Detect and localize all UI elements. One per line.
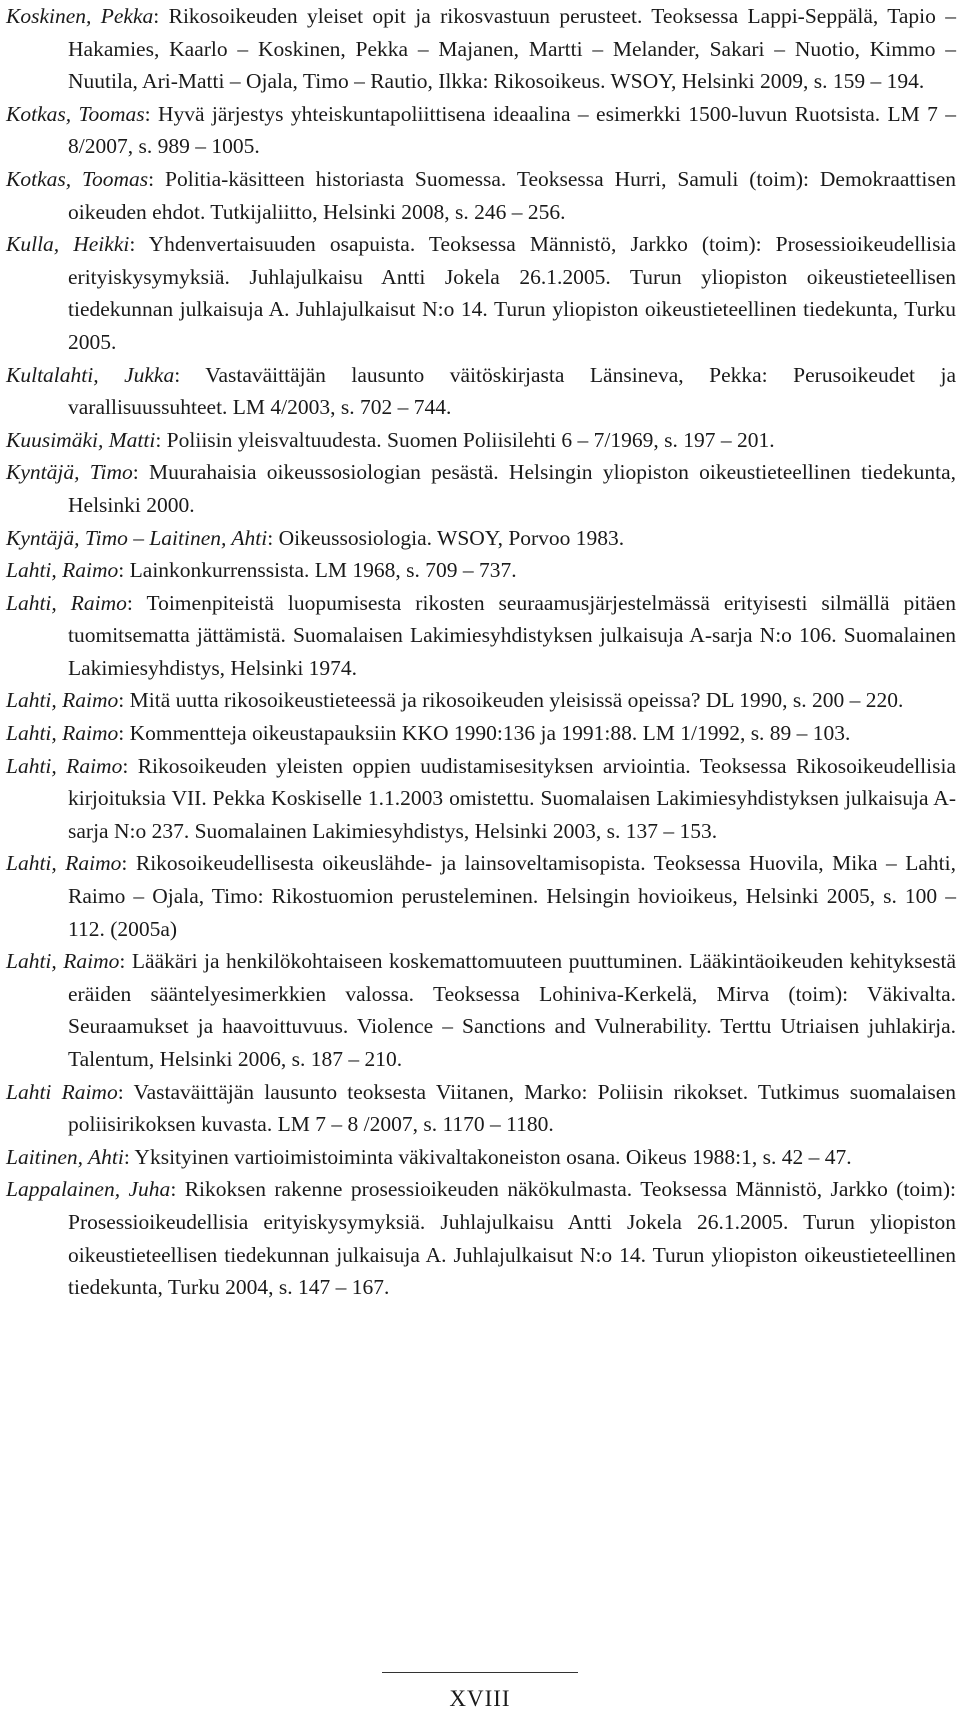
reference-author: Kotkas, Toomas [6, 166, 149, 191]
reference-entry [6, 1076, 956, 1141]
reference-author: Kotkas, Toomas [6, 101, 145, 126]
reference-author: Lahti Raimo [6, 1079, 118, 1104]
reference-author: Kyntäjä, Timo [6, 460, 133, 485]
reference-text: : Vastaväittäjän lausunto teoksesta Viitanen, Marko: Poliisin rikokset. Tutkimus suomalaisen poliisirikoksen kuvasta. LM 7 – 8 /2007, s. 1170 – 1180. [68, 1079, 957, 1137]
reference-author: Lahti, Raimo [6, 558, 119, 583]
reference-text: : Rikosoikeuden yleiset opit ja rikosvastuun perusteet. Teoksessa Lappi-Seppälä, Tapio – Hakamies, Kaarlo – Koskinen, Pekka – Majanen, Martti – Melander, Sakari – Nuotio, Kimmo – Nuutila, Ari-Matti – Ojala, Timo – Rautio, Ilkka: Rikosoikeus. WSOY, Helsinki 2009, s. 159 – 194. [68, 4, 956, 94]
reference-author: Kuusimäki, Matti [6, 427, 156, 452]
reference-text: : Politia-käsitteen historiasta Suomessa. Teoksessa Hurri, Samuli (toim): Demokraattisen oikeuden ehdot. Tutkijaliitto, Helsinki 2008, s. 246 – 256. [68, 166, 956, 224]
reference-text: : Kommentteja oikeustapauksiin KKO 1990:136 ja 1991:88. LM 1/1992, s. 89 – 103. [118, 721, 851, 746]
footer-divider [382, 1672, 578, 1673]
reference-entry [6, 98, 956, 163]
reference-text: : Muurahaisia oikeussosiologian pesästä. Helsingin yliopiston oikeustieteellinen tiedekunta, Helsinki 2000. [68, 460, 956, 517]
reference-author: Lappalainen, Juha [6, 1177, 171, 1202]
reference-entry [6, 228, 956, 358]
reference-entry [6, 163, 956, 228]
reference-entry [6, 424, 956, 457]
reference-author: Laitinen, Ahti [6, 1144, 124, 1169]
reference-text: : Lainkonkurrenssista. LM 1968, s. 709 – 737. [118, 558, 517, 583]
reference-entry [6, 684, 956, 717]
reference-author: Kyntäjä, Timo – Laitinen, Ahti [6, 525, 268, 550]
reference-author: Lahti, Raimo [6, 688, 119, 713]
reference-text: : Hyvä järjestys yhteiskuntapoliittisena ideaalina – esimerkki 1500-luvun Ruotsista. LM 7 – 8/2007, s. 989 – 1005. [68, 101, 956, 159]
reference-entry [6, 847, 956, 945]
reference-text: : Mitä uutta rikosoikeustieteessä ja rikosoikeuden yleisissä opeissa? DL 1990, s. 200 – 220. [118, 688, 904, 713]
reference-entry [6, 750, 956, 848]
reference-text: : Rikosoikeudellisesta oikeuslähde- ja lainsoveltamisopista. Teoksessa Huovila, Mika – Lahti, Raimo – Ojala, Timo: Rikostuomion perusteleminen. Helsingin hovioikeus, Helsinki 2005, s. 100 – 112. (2005a) [68, 851, 956, 941]
reference-text: : Poliisin yleisvaltuudesta. Suomen Poliisilehti 6 – 7/1969, s. 197 – 201. [155, 427, 775, 452]
reference-text: : Rikosoikeuden yleisten oppien uudistamisesityksen arviointia. Teoksessa Rikosoikeudellisia kirjoituksia VII. Pekka Koskiselle 1.1.2003 omistettu. Suomalaisen Lakimiesyhdistyksen julkaisuja A-sarja N:o 237. Suomalainen Lakimiesyhdistys, Helsinki 2003, s. 137 – 153. [68, 753, 956, 843]
reference-author: Kultalahti, Jukka [6, 362, 175, 387]
reference-entry [6, 717, 956, 750]
page-number: XVIII [449, 1686, 511, 1711]
reference-author: Koskinen, Pekka [6, 4, 154, 28]
reference-text: : Oikeussosiologia. WSOY, Porvoo 1983. [267, 525, 625, 550]
reference-entry [6, 359, 956, 424]
reference-text: : Toimenpiteistä luopumisesta rikosten seuraamusjärjestelmässä erityisesti silmällä pitäen tuomitsematta jättämistä. Suomalaisen Lakimiesyhdistyksen julkaisuja A-sarja N:o 106. Suomalainen Lakimiesyhdistys, Helsinki 1974. [68, 590, 956, 680]
reference-text: : Vastaväittäjän lausunto väitöskirjasta Länsineva, Pekka: Perusoikeudet ja varallisuussuhteet. LM 4/2003, s. 702 – 744. [68, 362, 956, 420]
reference-author: Lahti, Raimo [6, 753, 123, 778]
reference-text: : Rikoksen rakenne prosessioikeuden näkökulmasta. Teoksessa Männistö, Jarkko (toim): Prosessioikeudellisia erityiskysymyksiä. Juhlajulkaisu Antti Jokela 26.1.2005. Turun yliopiston oikeustieteellisen tiedekunnan julkaisuja A. Juhlajulkaisut N:o 14. Turun yliopiston oikeustieteellinen tiedekunta, Turku 2004, s. 147 – 167. [68, 1177, 956, 1300]
reference-entry [6, 945, 956, 1075]
reference-author: Lahti, Raimo [6, 721, 119, 746]
reference-author: Kulla, Heikki [6, 232, 130, 257]
reference-entry [6, 1141, 956, 1174]
reference-text: : Yhdenvertaisuuden osapuista. Teoksessa Männistö, Jarkko (toim): Prosessioikeudellisia erityiskysymyksiä. Juhlajulkaisu Antti Jokela 26.1.2005. Turun yliopiston oikeustieteellisen tiedekunnan julkaisuja A. Juhlajulkaisut N:o 14. Turun yliopiston oikeustieteellinen tiedekunta, Turku 2005. [68, 232, 957, 354]
reference-author: Lahti, Raimo [6, 949, 120, 974]
reference-entry [6, 554, 956, 587]
reference-list [6, 0, 956, 1304]
reference-author: Lahti, Raimo [6, 590, 127, 615]
reference-text: : Yksityinen vartioimistoiminta väkivaltakoneiston osana. Oikeus 1988:1, s. 42 – 47. [123, 1144, 852, 1169]
reference-entry [6, 587, 956, 685]
reference-entry [6, 456, 956, 521]
reference-entry [6, 0, 956, 98]
reference-text: : Lääkäri ja henkilökohtaiseen koskemattomuuteen puuttuminen. Lääkintäoikeuden kehityksestä eräiden sääntelyesimerkkien valossa. Teoksessa Lohiniva-Kerkelä, Mirva (toim): Väkivalta. Seuraamukset ja haavoittuvuus. Violence – Sanctions and Vulnerability. Terttu Utriaisen juhlakirja. Talentum, Helsinki 2006, s. 187 – 210. [68, 949, 956, 1071]
reference-entry [6, 522, 956, 555]
reference-author: Lahti, Raimo [6, 851, 122, 876]
reference-entry [6, 1173, 956, 1303]
